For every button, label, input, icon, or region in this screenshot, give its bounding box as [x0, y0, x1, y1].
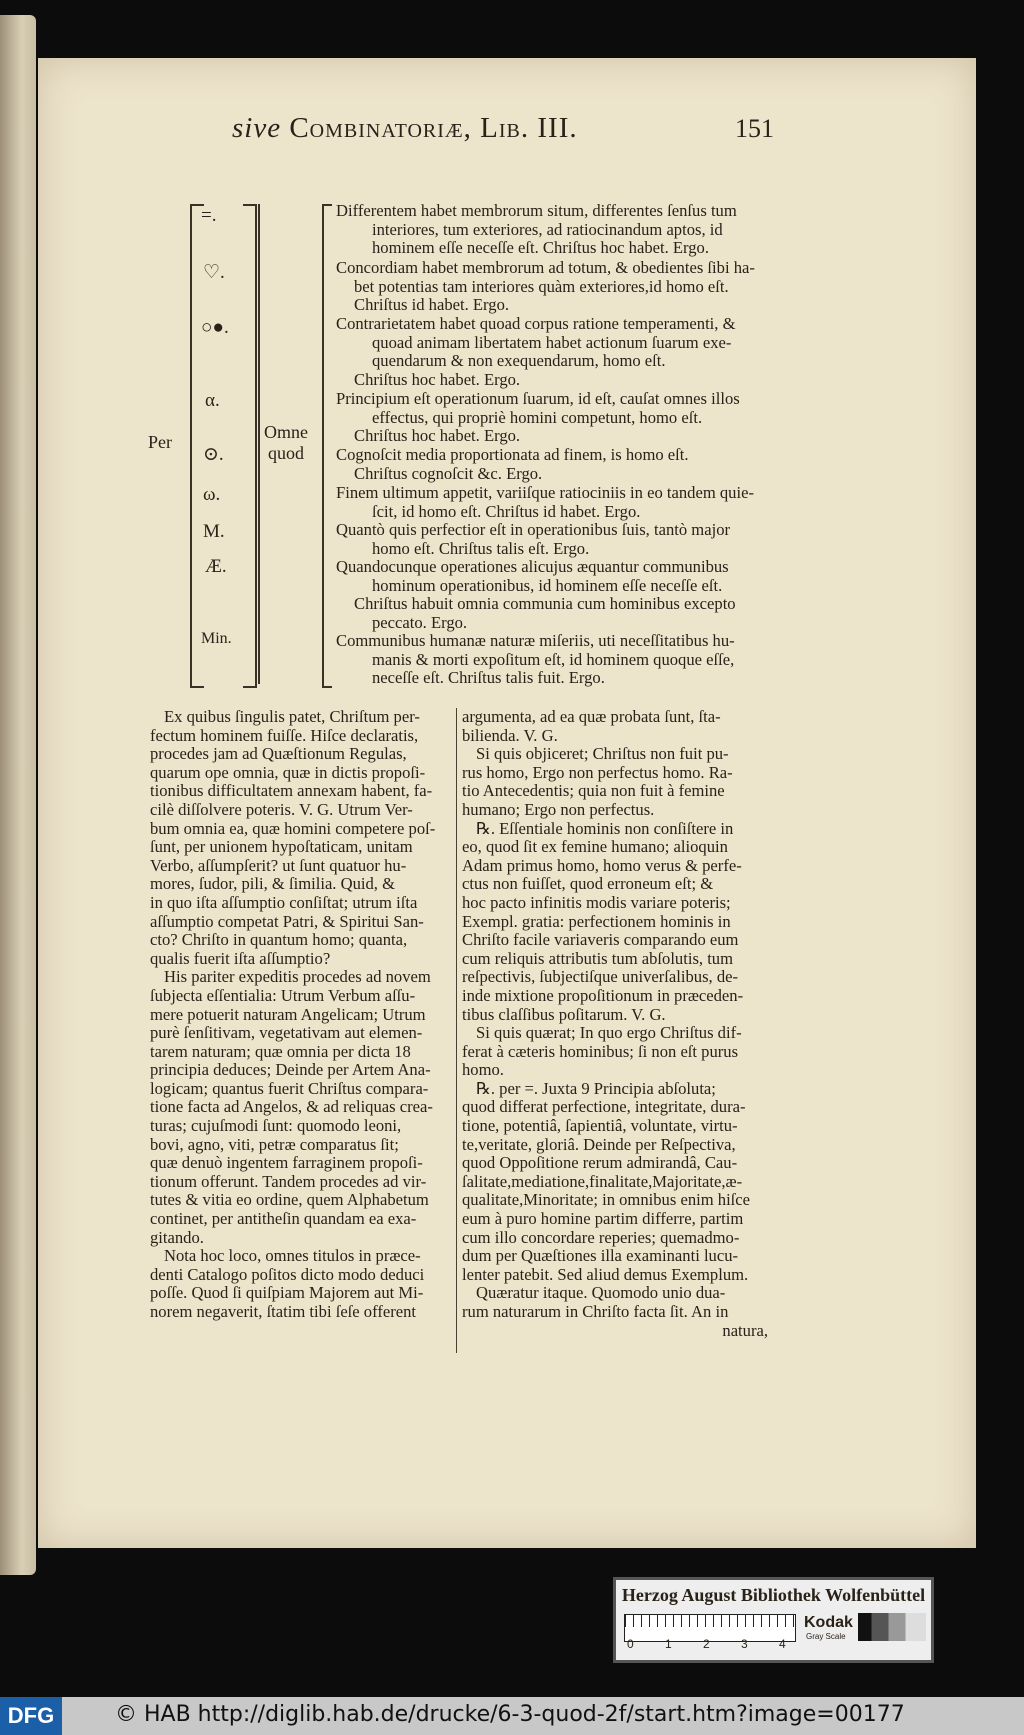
right-brace: [243, 204, 257, 688]
text-line: procedes jam ad Quæſtionum Regulas,: [150, 744, 407, 764]
header-title: Combinatoriæ, Lib. III.: [289, 112, 578, 144]
text-line: in quo iſta aſſumptio conſiſtat; utrum iſta: [150, 892, 418, 912]
text-line: rum naturarum in Chriſto facta ſit. An in: [462, 1302, 729, 1321]
text-line: tionibus difficultatem annexam habent, fa-: [150, 781, 433, 801]
symbol-aequalitas: Æ.: [205, 556, 227, 577]
entry-finis: [336, 484, 772, 521]
quod-brace: [322, 204, 332, 688]
text-line: Quæratur itaque. Quomodo unio dua-: [476, 1283, 726, 1303]
running-header: [232, 112, 578, 145]
text-line: tione facta ad Angelos, & ad reliquas crea-: [150, 1097, 433, 1117]
ruler-number: 3: [741, 1637, 748, 1651]
text-line: cum reliquis attributis tum abſolutis, tum: [462, 948, 734, 968]
symbol-differentia: =.: [201, 205, 217, 226]
text-line: ſunt, per unionem hypoſtaticam, unitam: [150, 837, 413, 857]
ruler-number: 2: [703, 1637, 710, 1651]
text-line: quod differat perfectione, integritate, dura-: [462, 1097, 746, 1117]
text-line: cilè diſſolvere poteris. V. G. Utrum Ver-: [150, 799, 413, 819]
facing-page-edge: [0, 15, 36, 1575]
entry-line: effectus, qui propriè homini competunt, homo eſt.: [372, 407, 703, 427]
text-line: logicam; quantus fuerit Chriſtus compara-: [150, 1078, 429, 1098]
entry-concordia: [336, 259, 772, 315]
entry-line: Chriſtus cognoſcit &c. Ergo.: [354, 463, 543, 483]
copyright-url[interactable]: © HAB http://diglib.hab.de/drucke/6-3-quod-2f/start.htm?image=00177: [115, 1702, 905, 1727]
text-line: ctus non fuiſſet, quod erroneum eſt; &: [462, 874, 714, 894]
text-line: bilienda. V. G.: [462, 725, 558, 745]
text-line: turas; cujuſmodi ſunt: quomodo leoni,: [150, 1116, 402, 1136]
per-label: Per: [148, 432, 172, 452]
entry-line: Chriſtus habuit omnia communia cum hominibus excepto: [354, 594, 736, 614]
text-line: lenter patebit. Sed aliud demus Exemplum.: [462, 1264, 749, 1284]
entry-line: Differentem habet membrorum situm, differentes ſenſus tum: [336, 201, 737, 220]
text-line: ſalitate,mediatione,finalitate,Majoritate,æ-: [462, 1171, 743, 1191]
text-line: Chriſto facile variaveris comparando eum: [462, 930, 739, 950]
entry-line: quendarum & non exequendarum, homo eſt.: [372, 351, 666, 371]
entry-line: Quandocunque operationes alicujus æquantur communibus: [336, 557, 729, 576]
entry-line: Cognoſcit media proportionata ad finem, is homo eſt.: [336, 445, 689, 464]
text-line: Exempl. gratia: perfectionem hominis in: [462, 911, 731, 931]
text-line: ſubjecta eſſentialia: Utrum Verbum aſſu-: [150, 985, 416, 1005]
text-line: tio Antecedentis; quia non fuit à femine: [462, 781, 725, 801]
text-line: Nota hoc loco, omnes titulos in præce-: [164, 1246, 421, 1266]
ruler-ticks: [625, 1615, 795, 1627]
entry-aequalitas: [336, 558, 772, 632]
entry-line: Concordiam habet membrorum ad totum, & obedientes ſibi ha-: [336, 258, 755, 277]
ruler-number: 0: [627, 1637, 634, 1651]
symbol-contrarietas: ○●.: [201, 317, 229, 338]
text-line: norem negaverit, ſtatim tibi ſeſe offerent: [150, 1302, 417, 1321]
kodak-logo: Kodak: [804, 1614, 853, 1631]
text-line: inde mixtione propoſitionum in præceden-: [462, 985, 744, 1005]
entry-line: quoad animam libertatem habet actionum ſuarum exe-: [372, 332, 732, 352]
brace-divider: [258, 204, 260, 684]
text-line: bovi, agno, viti, petræ comparatus ſit;: [150, 1134, 399, 1154]
entry-line: Chriſtus hoc habet. Ergo.: [354, 369, 521, 389]
symbol-finis: ω.: [203, 484, 221, 505]
gray-scale-text: Gray Scale: [806, 1632, 846, 1641]
library-name: Herzog August Bibliothek Wolfenbüttel: [621, 1585, 926, 1605]
text-line: Si quis objiceret; Chriſtus non fuit pu-: [476, 744, 729, 764]
omne-quod-label: [262, 422, 310, 464]
text-line: dum per Quæſtiones illa examinanti lucu-: [462, 1246, 739, 1266]
text-line: te,veritate, gloriâ. Deinde per Reſpectiva,: [462, 1134, 736, 1154]
text-line: Ex quibus ſingulis patet, Chriſtum per-: [164, 707, 420, 726]
text-line: Adam primus homo, homo verus & perfe-: [462, 855, 742, 875]
text-line: His pariter expeditis procedes ad novem: [164, 967, 431, 987]
text-line: homo.: [462, 1060, 504, 1080]
scale-ruler: [624, 1614, 796, 1651]
symbol-majoritas: M.: [203, 521, 225, 542]
text-line: continet, per antitheſin quandam ea exa-: [150, 1209, 417, 1229]
entry-line: homo eſt. Chriſtus talis eſt. Ergo.: [372, 538, 590, 558]
text-line: argumenta, ad ea quæ probata ſunt, ſta-: [462, 707, 721, 726]
entry-line: Quantò quis perfectior eſt in operationibus ſuis, tantò major: [336, 520, 731, 539]
text-line: quarum ope omnia, quæ in dictis propoſi-: [150, 762, 426, 782]
text-line: Si quis quærat; In quo ergo Chriſtus dif-: [476, 1023, 742, 1043]
text-line: tutes & vitia eo ordine, quem Alphabetum: [150, 1190, 429, 1210]
entry-line: peccato. Ergo.: [372, 612, 468, 632]
text-line: purè ſenſitivam, vegetativam aut elemen-: [150, 1023, 423, 1043]
entry-contrarietas: [336, 315, 772, 389]
text-line: reſpectivis, ſubjectiſque univerſalibus, de-: [462, 967, 739, 987]
entry-majoritas: [336, 521, 772, 558]
text-line: poſſe. Quod ſi quiſpiam Majorem aut Mi-: [150, 1283, 424, 1303]
text-line: cum illo concordare reperies; quemadmo-: [462, 1227, 740, 1247]
text-line: quod Oppoſitione rerum admirandâ, Cau-: [462, 1153, 738, 1173]
text-line: bum omnia ea, quæ homini competere poſ-: [150, 818, 436, 838]
ruler-number: 4: [779, 1637, 786, 1651]
text-line: qualis fuerit iſta aſſumptio?: [150, 948, 331, 968]
entry-differentia: [336, 202, 772, 258]
text-line: ℞. per =. Juxta 9 Principia abſoluta;: [476, 1078, 716, 1098]
text-line: tibus claſſibus poſitarum. V. G.: [462, 1004, 666, 1024]
text-line: Verbo, aſſumpſerit? ut ſunt quatuor hu-: [150, 855, 407, 875]
omne-word: Omne: [264, 422, 308, 442]
entry-principium: [336, 390, 772, 446]
entry-line: hominem eſſe neceſſe eſt. Chriſtus hoc habet. Ergo.: [372, 238, 710, 258]
symbol-medium: ⊙.: [203, 444, 224, 465]
entry-line: Chriſtus id habet. Ergo.: [354, 295, 510, 315]
entry-line: Principium eſt operationum ſuarum, id eſt, cauſat omnes illos: [336, 389, 740, 408]
gray-scale-patches: [858, 1613, 926, 1641]
entry-line: bet potentias tam interiores quàm exteriores,id homo eſt.: [354, 276, 729, 296]
text-line: denti Catalogo poſitos dicto modo deduci: [150, 1264, 425, 1284]
right-text-column: [462, 708, 768, 1322]
entry-line: Finem ultimum appetit, variiſque ratiociniis in eo tandem quie-: [336, 483, 754, 502]
text-line: mere potuerit naturam Angelicam; Utrum: [150, 1004, 426, 1024]
text-line: fectum hominem fuiſſe. Hiſce declaratis,: [150, 725, 419, 745]
text-line: aſſumptio competat Patri, & Spiritui San-: [150, 911, 424, 931]
entry-line: hominum operationibus, id hominem eſſe neceſſe eſt.: [372, 575, 723, 595]
symbol-principium: α.: [205, 390, 220, 411]
entry-line: manis & morti expoſitum eſt, id hominem quoque eſſe,: [372, 649, 735, 669]
entry-line: neceſſe eſt. Chriſtus talis fuit. Ergo.: [372, 668, 605, 688]
text-line: tione, potentiâ, ſapientiâ, voluntate, virtu-: [462, 1116, 738, 1136]
text-line: ferat à cæteris hominibus; ſi non eſt purus: [462, 1041, 739, 1061]
page-number: 151: [735, 114, 774, 143]
text-line: mores, ſudor, pili, & ſimilia. Quid, &: [150, 874, 396, 894]
quod-word: quod: [268, 443, 304, 463]
symbol-concordia: ♡.: [203, 262, 225, 283]
dfg-logo: DFG: [0, 1697, 62, 1735]
text-line: hoc pacto infinitis modis variare poteris;: [462, 892, 731, 912]
text-line: gitando.: [150, 1227, 204, 1247]
entry-minoritas: [336, 632, 772, 688]
left-brace: [190, 204, 204, 688]
column-rule: [456, 708, 457, 1353]
entry-line: Chriſtus hoc habet. Ergo.: [354, 426, 521, 446]
symbol-minoritas: Min.: [201, 630, 232, 647]
left-text-column: [150, 708, 450, 1322]
text-line: cto? Chriſto in quantum homo; quanta,: [150, 930, 408, 950]
text-line: humano; Ergo non perfectus.: [462, 799, 655, 819]
text-line: quæ denuò ingentem farraginem propoſi-: [150, 1153, 423, 1173]
text-line: principia deduces; Deinde per Artem Ana-: [150, 1060, 431, 1080]
entry-line: ſcit, id homo eſt. Chriſtus id habet. Ergo.: [372, 501, 641, 521]
entry-line: Contrarietatem habet quoad corpus ratione temperamenti, &: [336, 314, 736, 333]
ruler-number: 1: [665, 1637, 672, 1651]
header-sive: sive: [232, 112, 282, 144]
text-line: tionum offerunt. Tandem procedes ad vir-: [150, 1171, 427, 1191]
text-line: eum à puro homine partim differre, partim: [462, 1209, 744, 1229]
text-line: rus homo, Ergo non perfectus homo. Ra-: [462, 762, 733, 782]
text-line: qualitate,Minoritate; in omnibus enim hiſce: [462, 1190, 751, 1210]
entry-medium: [336, 446, 772, 483]
entry-line: interiores, tum exteriores, ad ratiocinandum aptos, id: [372, 219, 723, 239]
entry-line: Communibus humanæ naturæ miſeriis, uti neceſſitatibus hu-: [336, 631, 735, 650]
text-line: ℞. Eſſentiale hominis non conſiſtere in: [476, 818, 734, 838]
text-line: tarem naturam; quæ omnia per dicta 18: [150, 1041, 411, 1061]
archive-color-label: [613, 1577, 934, 1663]
catchword: natura,: [722, 1321, 768, 1340]
text-line: eo, quod ſit ex femine humano; alioquin: [462, 837, 728, 857]
